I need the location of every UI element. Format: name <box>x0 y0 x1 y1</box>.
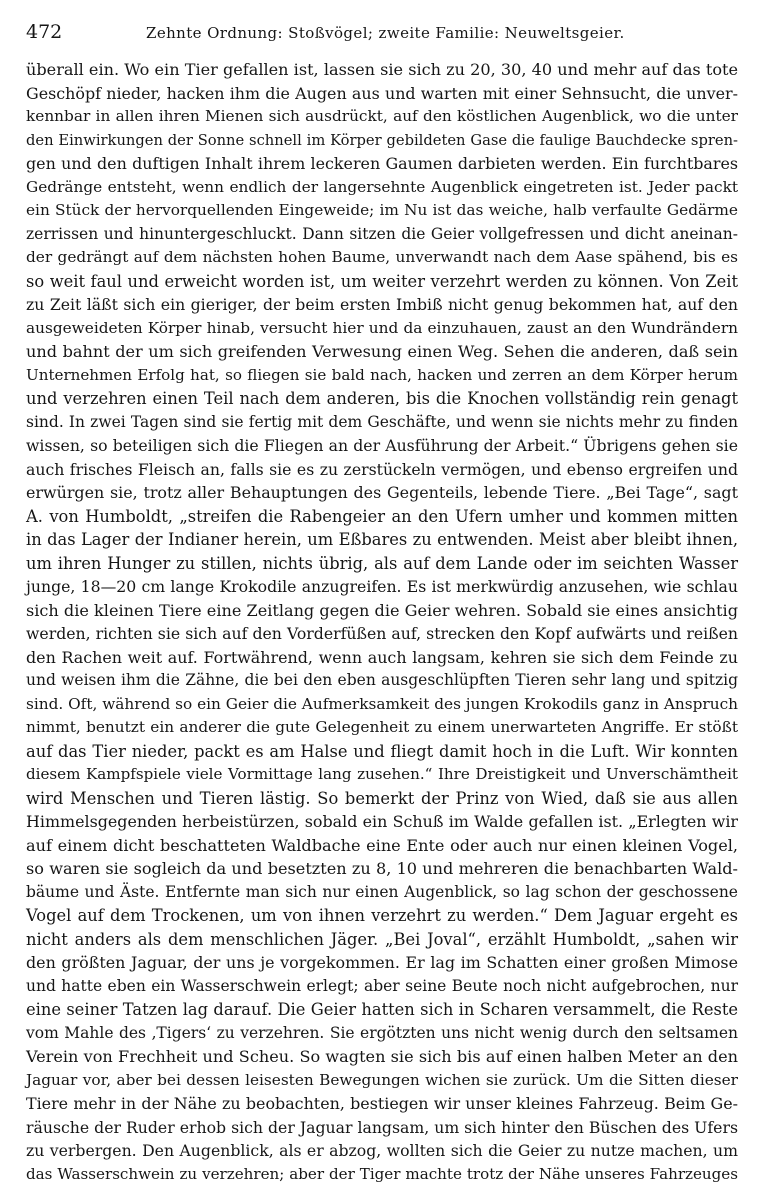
text-line: Unternehmen Erfolg hat, so fliegen sie bald nach, hacken und zerren an dem Körper herum <box>26 365 738 384</box>
text-line: eine seiner Tatzen lag darauf. Die Geier hatten sich in Scharen versammelt, die Reste <box>26 1000 738 1019</box>
text-line: nimmt, benutzt ein anderer die gute Gelegenheit zu einem unerwarteten Angriffe. Er stößt <box>26 718 738 736</box>
text-line: um ihren Hunger zu stillen, nichts übrig, als auf dem Lande oder im seichten Wasser <box>26 553 738 573</box>
text-line: den größten Jaguar, der uns je vorgekommen. Er lag im Schatten einer großen Mimose <box>26 953 738 972</box>
text-line: bäume und Äste. Entfernte man sich nur einen Augenblick, so lag schon der geschossene <box>26 882 738 901</box>
page-header <box>26 20 741 46</box>
text-line: Tiere mehr in der Nähe zu beobachten, bestiegen wir unser kleines Fahrzeug. Beim Ge- <box>26 1094 738 1113</box>
text-line: den Rachen weit auf. Fortwährend, wenn auch langsam, kehren sie sich dem Feinde zu <box>26 647 738 667</box>
text-line: Himmelsgegenden herbeistürzen, sobald ein Schuß im Walde gefallen ist. „Erlegten wir <box>26 812 738 831</box>
text-line: das Wasserschwein zu verzehren; aber der Tiger machte trotz der Nähe unseres Fahrzeuges <box>26 1164 738 1183</box>
text-line: in das Lager der Indianer herein, um Eßbares zu entwenden. Meist aber bleibt ihnen, <box>26 530 738 549</box>
text-line: A. von Humboldt, „streifen die Rabengeier an den Ufern umher und kommen mitten <box>26 506 738 526</box>
text-line: wird Menschen und Tieren lästig. So bemerkt der Prinz von Wied, daß sie aus allen <box>26 788 738 808</box>
text-line: zu verbergen. Den Augenblick, als er abzog, wollten sich die Geier zu nutze machen, um <box>26 1141 738 1160</box>
text-line: Vogel auf dem Trockenen, um von ihnen verzehrt zu werden.“ Dem Jaguar ergeht es <box>26 906 738 925</box>
text-line: der gedrängt auf dem nächsten hohen Baume, unverwandt nach dem Aase spähend, bis es <box>26 248 738 266</box>
text-line: und weisen ihm die Zähne, die bei den eben ausgeschlüpften Tieren sehr lang und spitzig <box>26 671 738 689</box>
text-line: auch frisches Fleisch an, falls sie es zu zerstückeln vermögen, und ebenso ergreifen und <box>26 459 738 479</box>
text-line: junge, 18—20 cm lange Krokodile anzugreifen. Es ist merkwürdig anzusehen, wie schlau <box>26 577 738 596</box>
text-line: ein Stück der hervorquellenden Eingeweide; im Nu ist das weiche, halb verfaulte Gedärme <box>26 201 738 219</box>
text-line: ausgeweideten Körper hinab, versucht hier und da einzuhauen, zaust an den Wundrändern <box>26 318 738 337</box>
text-line: Jaguar vor, aber bei dessen leisesten Bewegungen wichen sie zurück. Um die Sitten dieser <box>26 1070 738 1089</box>
text-line: und verzehren einen Teil nach dem anderen, bis die Knochen vollständig rein genagt <box>26 389 738 408</box>
text-line: den Einwirkungen der Sonne schnell im Körper gebildeten Gase die faulige Bauchdecke spren- <box>26 131 738 149</box>
text-line: zu Zeit läßt sich ein gieriger, der beim ersten Imbiß nicht genug bekommen hat, auf den <box>26 295 738 314</box>
text-line: Gedränge entsteht, wenn endlich der langersehnte Augenblick eingetreten ist. Jeder packt <box>26 177 738 196</box>
text-line: so waren sie sogleich da und besetzten zu 8, 10 und mehreren die benachbarten Wald- <box>26 859 738 878</box>
text-line: und hatte eben ein Wasserschwein erlegt; aber seine Beute noch nicht aufgebrochen, nur <box>26 976 738 995</box>
text-line: erwürgen sie, trotz aller Behauptungen des Gegenteils, lebende Tiere. „Bei Tage“, sagt <box>26 483 738 502</box>
text-line: wissen, so beteiligen sich die Fliegen an der Ausführung der Arbeit.“ Übrigens gehen sie <box>26 436 738 455</box>
text-line: vom Mahle des ‚Tigers‘ zu verzehren. Sie ergötzten uns nicht wenig durch den seltsamen <box>26 1023 738 1042</box>
text-line: so weit faul und erweicht worden ist, um weiter verzehrt werden zu können. Von Zeit <box>26 271 738 291</box>
running-head: Zehnte Ordnung: Stoßvögel; zweite Familie: Neuweltsgeier. <box>146 24 625 42</box>
text-line: auf das Tier nieder, packt es am Halse und fliegt damit hoch in die Luft. Wir konnten <box>26 741 738 761</box>
text-line: Geschöpf nieder, hacken ihm die Augen aus und warten mit einer Sehnsucht, die unver- <box>26 83 738 103</box>
text-line: Verein von Frechheit und Scheu. So wagten sie sich bis auf einen halben Meter an den <box>26 1047 738 1066</box>
text-line: sind. Oft, während so ein Geier die Aufmerksamkeit des jungen Krokodils ganz in Anspruch <box>26 694 738 713</box>
text-line: sich die kleinen Tiere eine Zeitlang gegen die Geier wehren. Sobald sie eines ansichtig <box>26 600 738 620</box>
text-line: und bahnt der um sich greifenden Verwesung einen Weg. Sehen die anderen, daß sein <box>26 342 738 361</box>
page-number: 472 <box>26 21 63 43</box>
text-line: nicht anders als dem menschlichen Jäger. „Bei Joval“, erzählt Humboldt, „sahen wir <box>26 929 738 949</box>
body-text <box>26 58 738 1186</box>
text-line: diesem Kampfspiele viele Vormittage lang zusehen.“ Ihre Dreistigkeit und Unverschämtheit <box>26 765 738 783</box>
text-line: gen und den duftigen Inhalt ihrem leckeren Gaumen darbieten werden. Ein furchtbares <box>26 154 738 173</box>
text-line: werden, richten sie sich auf den Vorderfüßen auf, strecken den Kopf aufwärts und reißen <box>26 624 738 643</box>
text-line: auf einem dicht beschatteten Waldbache eine Ente oder auch nur einen kleinen Vogel, <box>26 835 738 855</box>
text-line: kennbar in allen ihren Mienen sich ausdrückt, auf den köstlichen Augenblick, wo die unter <box>26 107 738 125</box>
text-line: überall ein. Wo ein Tier gefallen ist, lassen sie sich zu 20, 30, 40 und mehr auf das tote <box>26 60 738 79</box>
text-line: zerrissen und hinuntergeschluckt. Dann sitzen die Geier vollgefressen und dicht aneinan- <box>26 224 738 243</box>
text-line: räusche der Ruder erhob sich der Jaguar langsam, um sich hinter den Büschen des Ufers <box>26 1117 739 1137</box>
text-line: sind. In zwei Tagen sind sie fertig mit dem Geschäfte, und wenn sie nichts mehr zu finden <box>26 412 738 431</box>
